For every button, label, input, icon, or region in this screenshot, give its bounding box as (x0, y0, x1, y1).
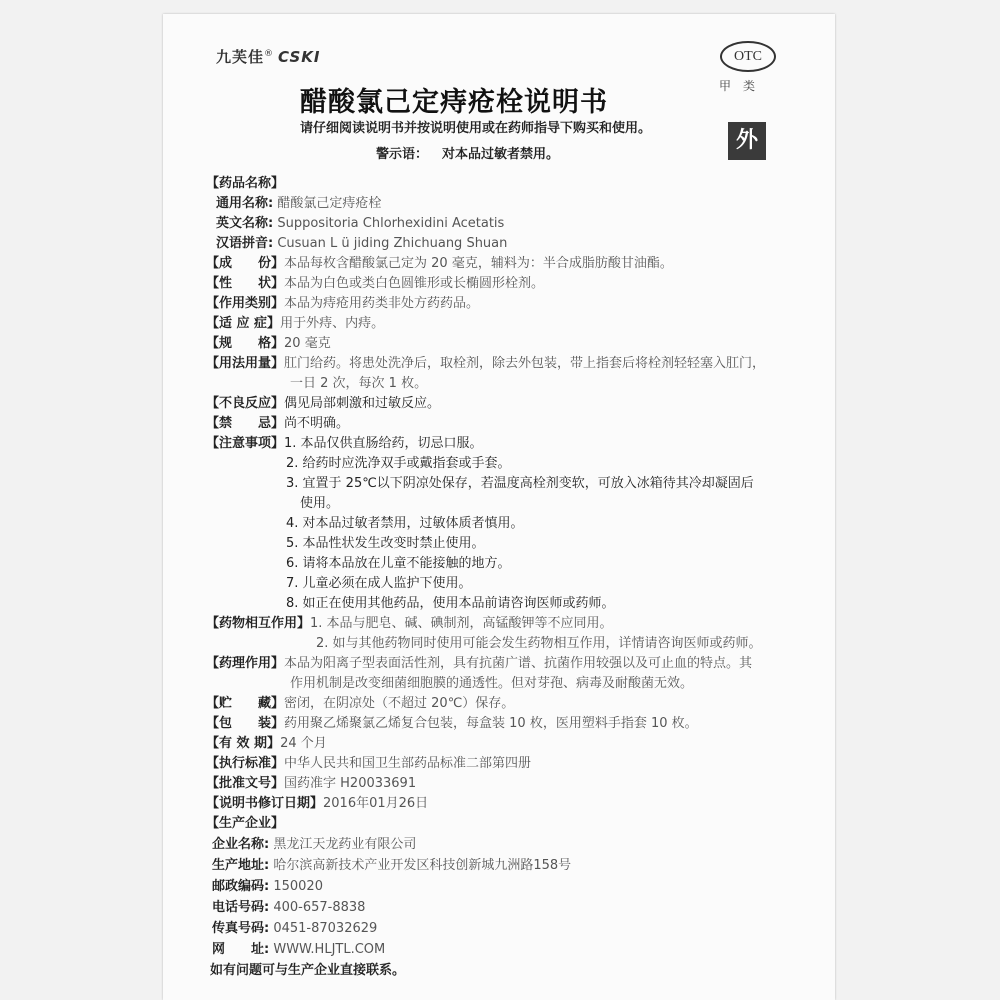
package-row (206, 714, 698, 734)
precaution-item-continued: 使用。 (300, 496, 340, 511)
field-label: 传真号码: (212, 921, 270, 936)
field-label: 【禁 忌】 (206, 416, 285, 431)
company-name-row (212, 835, 416, 855)
interaction-item: 1. 本品与肥皂、碱、碘制剂，高锰酸钾等不应同用。 (310, 616, 613, 631)
validity-row (206, 734, 327, 754)
field-label: 【执行标准】 (206, 756, 285, 771)
field-label: 生产地址: (212, 858, 270, 873)
field-value: 0451-87032629 (273, 921, 378, 936)
field-value: 肛门给药。将患处洗净后，取栓剂，除去外包装，带上指套后将栓剂轻轻塞入肛门， (284, 356, 766, 371)
field-label: 【有 效 期】 (206, 736, 281, 751)
field-label: 英文名称: (216, 216, 274, 231)
composition-row (206, 254, 673, 274)
field-value: 24 个月 (280, 736, 327, 751)
precaution-item: 5. 本品性状发生改变时禁止使用。 (286, 536, 485, 551)
field-value: 药用聚乙烯聚氯乙烯复合包装，每盒装 10 枚，医用塑料手指套 10 枚。 (284, 716, 698, 731)
warning-text: 对本品过敏者禁用。 (442, 147, 560, 162)
phone-row (212, 898, 365, 918)
field-label: 通用名称: (216, 196, 274, 211)
field-label: 【药理作用】 (206, 656, 285, 671)
section-heading: 【药品名称】 (206, 176, 285, 191)
revision-date-row (206, 794, 428, 814)
field-label: 企业名称: (212, 837, 270, 852)
field-value: 400-657-8838 (273, 900, 366, 915)
document-title: 醋酸氯己定痔疮栓说明书 (300, 87, 608, 118)
field-label: 网 址: (212, 942, 270, 957)
description-row (206, 274, 544, 294)
registered-mark: ® (264, 49, 275, 59)
field-value: 密闭，在阴凉处（不超过 20℃）保存。 (284, 696, 515, 711)
field-label: 【用法用量】 (206, 356, 285, 371)
field-label: 【批准文号】 (206, 776, 285, 791)
otc-badge: OTC (720, 41, 776, 72)
field-label: 【说明书修订日期】 (206, 796, 324, 811)
pharmacology-continued: 作用机制是改变细菌细胞膜的通透性。但对芽孢、病毒及耐酸菌无效。 (290, 676, 694, 691)
field-value: 尚不明确。 (284, 416, 350, 431)
logo-chinese: 九芙佳 (216, 48, 265, 66)
pharmacology-row (206, 654, 752, 674)
field-label: 【成 份】 (206, 256, 285, 271)
indications-row (206, 314, 384, 334)
field-label: 【规 格】 (206, 336, 285, 351)
field-label: 【包 装】 (206, 716, 285, 731)
contraindications-row (206, 414, 349, 434)
website-row (212, 940, 385, 960)
usage-notice: 请仔细阅读说明书并按说明使用或在药师指导下购买和使用。 (300, 121, 652, 136)
field-value: 偶见局部刺激和过敏反应。 (284, 396, 441, 411)
precaution-item: 4. 对本品过敏者禁用，过敏体质者慎用。 (286, 516, 524, 531)
field-label: 【药物相互作用】 (206, 616, 311, 631)
dosage-continued: 一日 2 次，每次 1 枚。 (290, 376, 428, 391)
field-value: 哈尔滨高新技术产业开发区科技创新城九洲路158号 (273, 858, 572, 873)
field-value: 国药准字 H20033691 (284, 776, 417, 791)
logo-brand: CSKI (278, 48, 321, 66)
contact-note: 如有问题可与生产企业直接联系。 (210, 963, 406, 978)
storage-row (206, 694, 514, 714)
field-value: 本品为痔疮用药类非处方药药品。 (284, 296, 480, 311)
interaction-item: 2. 如与其他药物同时使用可能会发生药物相互作用，详情请咨询医师或药师。 (316, 636, 762, 651)
field-value: 本品为白色或类白色圆锥形或长椭圆形栓剂。 (284, 276, 545, 291)
dosage-row (206, 354, 765, 374)
interactions-row (206, 614, 613, 634)
field-value: 本品每枚含醋酸氯己定为 20 毫克，辅料为：半合成脂肪酸甘油酯。 (284, 256, 673, 271)
otc-class-label: 甲类 (719, 79, 768, 93)
field-value: 醋酸氯己定痔疮栓 (277, 196, 382, 211)
warning-line (376, 143, 559, 162)
precaution-item: 1. 本品仅供直肠给药，切忌口服。 (284, 436, 483, 451)
section-heading: 【生产企业】 (206, 816, 285, 831)
precaution-item: 3. 宜置于 25℃以下阴凉处保存，若温度高栓剂变软，可放入冰箱待其冷却凝固后 (286, 476, 754, 491)
warning-label: 警示语： (376, 147, 429, 162)
field-label: 【注意事项】 (206, 436, 285, 451)
brand-logo (216, 46, 321, 67)
field-value: WWW.HLJTL.COM (273, 942, 386, 957)
field-label: 【性 状】 (206, 276, 285, 291)
category-row (206, 294, 479, 314)
field-label: 【适 应 症】 (206, 316, 281, 331)
field-value: 20 毫克 (284, 336, 331, 351)
approval-row (206, 774, 416, 794)
strength-row (206, 334, 331, 354)
precautions-row (206, 434, 483, 454)
external-use-badge: 外 (728, 122, 766, 160)
precaution-item: 7. 儿童必须在成人监护下使用。 (286, 576, 472, 591)
precaution-item: 2. 给药时应洗净双手或戴指套或手套。 (286, 456, 511, 471)
field-value: 本品为阳离子型表面活性剂，具有抗菌广谱、抗菌作用较强以及可止血的特点。其 (284, 656, 753, 671)
precaution-item: 6. 请将本品放在儿童不能接触的地方。 (286, 556, 511, 571)
section-drug-name (206, 174, 284, 194)
precaution-item: 8. 如正在使用其他药品，使用本品前请咨询医师或药师。 (286, 596, 615, 611)
field-label: 电话号码: (212, 900, 270, 915)
section-manufacturer (206, 814, 284, 834)
field-value: 黑龙江天龙药业有限公司 (273, 837, 417, 852)
field-value: 2016年01月26日 (323, 796, 429, 811)
field-label: 邮政编码: (212, 879, 270, 894)
adverse-row (206, 394, 440, 414)
field-label: 汉语拼音: (216, 236, 274, 251)
address-row (212, 856, 571, 876)
field-value: Suppositoria Chlorhexidini Acetatis (277, 216, 505, 231)
field-value: 用于外痔、内痔。 (280, 316, 385, 331)
field-value: 中华人民共和国卫生部药品标准二部第四册 (284, 756, 532, 771)
field-label: 【作用类别】 (206, 296, 285, 311)
field-value: Cusuan L ü jiding Zhichuang Shuan (277, 236, 508, 251)
fax-row (212, 919, 377, 939)
english-name-row (216, 214, 504, 234)
field-value: 150020 (273, 879, 323, 894)
pinyin-name-row (216, 234, 507, 254)
standard-row (206, 754, 531, 774)
postal-code-row (212, 877, 323, 897)
field-label: 【贮 藏】 (206, 696, 285, 711)
field-label: 【不良反应】 (206, 396, 285, 411)
generic-name-row (216, 194, 381, 214)
